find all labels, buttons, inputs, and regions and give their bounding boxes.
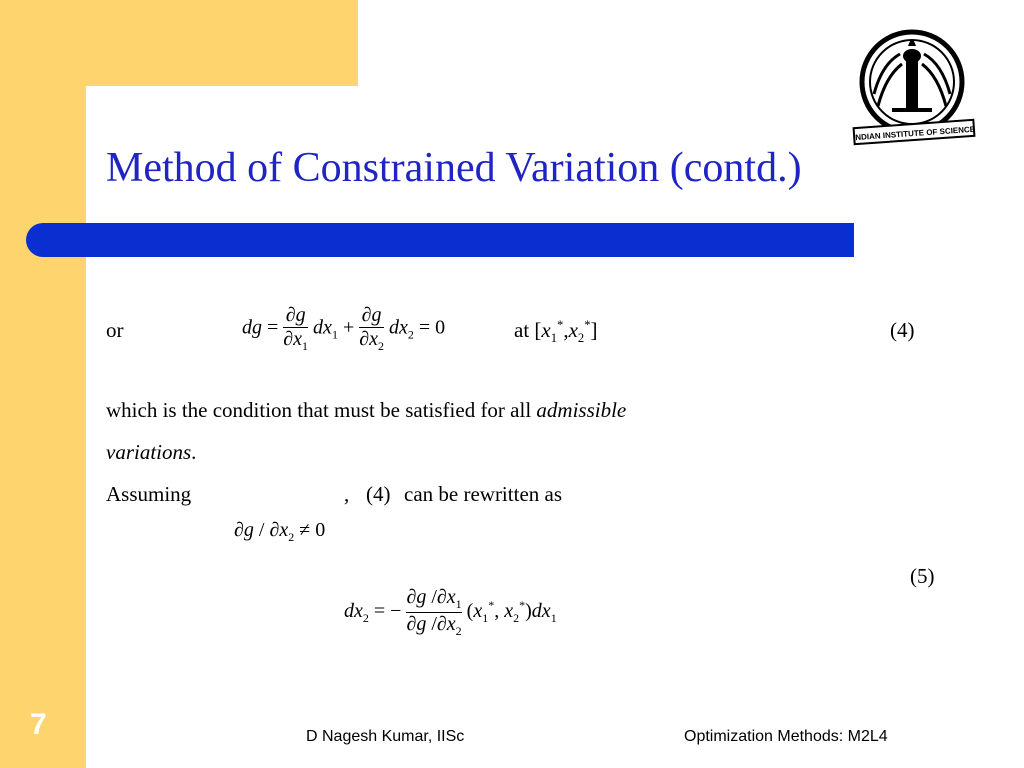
equation-4: dg = $\frac{\partial g}{\partial x_1}$ $dx_1$ + $\frac{\partial g}{\partial x_2}$ $dx_2 = 0$ bbox=[242, 304, 446, 353]
condition-line-1: which is the condition that must be satisfied for all admissible bbox=[106, 398, 627, 422]
equation-5-tag: (5) bbox=[910, 564, 935, 588]
equation-4-tag: (4) bbox=[890, 318, 915, 342]
footer-course: Optimization Methods: M2L4 bbox=[684, 728, 888, 745]
left-accent-panel bbox=[0, 0, 86, 768]
assuming-comma: , bbox=[344, 482, 350, 506]
institute-logo-icon bbox=[852, 24, 976, 148]
rewritten-label: can be rewritten as bbox=[404, 482, 563, 506]
footer-author: D Nagesh Kumar, IISc bbox=[306, 728, 465, 745]
title-underline-bar bbox=[26, 223, 854, 257]
condition-line-2: variations. bbox=[106, 440, 197, 464]
assuming-label: Assuming bbox=[106, 482, 192, 506]
svg-text:INDIAN INSTITUTE OF SCIENCE: INDIAN INSTITUTE OF SCIENCE bbox=[852, 124, 976, 143]
equation-4-point: at $[x_1^*,x_2^*]$ bbox=[514, 318, 598, 346]
slide-title: Method of Constrained Variation (contd.) bbox=[106, 145, 802, 191]
equation-4-reference: (4) bbox=[366, 482, 391, 506]
or-label: or bbox=[106, 318, 124, 342]
slide-number: 7 bbox=[30, 708, 47, 741]
equation-5: $dx_2$ = − $\frac{\partial g /\partial x_1}{\partial g /\partial x_2}$ ($x_1^*$, $x_2^*)dx_1$ bbox=[344, 586, 557, 638]
top-accent-panel bbox=[0, 0, 358, 86]
assumption-condition: $\partial g / \partial x_2 \ne 0$ bbox=[234, 519, 326, 544]
